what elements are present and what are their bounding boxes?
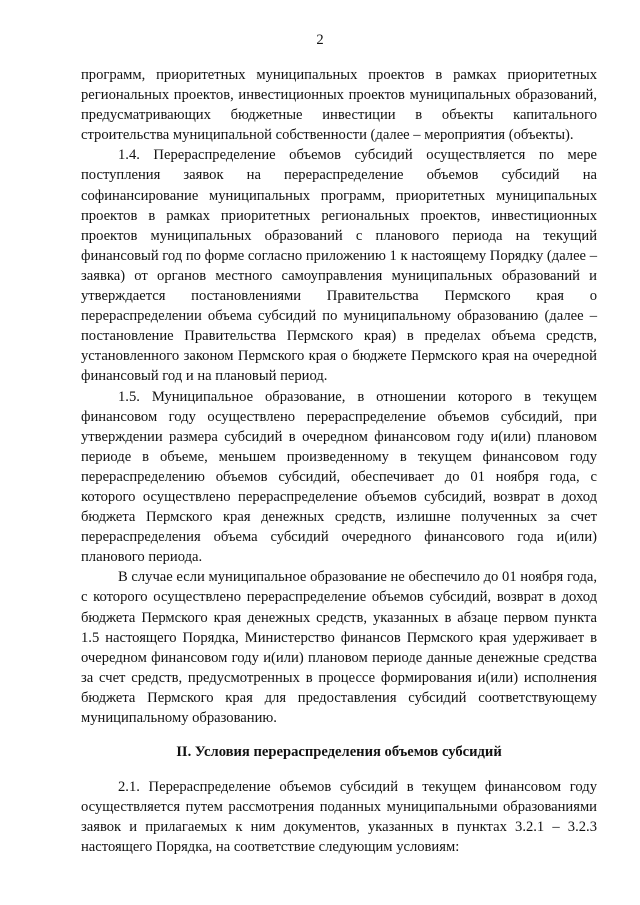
paragraph-continuation: программ, приоритетных муниципальных проектов в рамках приоритетных региональных проектов, инвестиционных проектов муниципальных образований, предусматривающих бюджетные инвестиции в объекты капитального строительства муниципальной собственности (далее – мероприятия (объекты). <box>81 67 597 144</box>
paragraph-1-5-second: В случае если муниципальное образование не обеспечило до 01 ноября года, с которого осуществлено перераспределение объемов субсидий, возврат в доход бюджета Пермского края денежных средств, указанных в абзаце первом пункта 1.5 настоящего Порядка, Министерство финансов Пермского края удерживает в очередном финансовом году и(или) плановом периоде данные денежные средства за счет средств, предусмотренных в процессе формирования и(или) исполнения бюджета Пермского края для предоставления субсидий соответствующему муниципальному образованию. <box>81 569 597 726</box>
document-body <box>81 65 597 857</box>
paragraph-1-5: 1.5. Муниципальное образование, в отношении которого в текущем финансовом году осуществлено перераспределение объемов субсидий, при утверждении размера субсидий в очередном финансовом году и(или) плановом периоде в объеме, меньшем произведенному в текущем финансовом году перераспределению объемов субсидий, обеспечивает до 01 ноября года, с которого осуществлено перераспределение объемов субсидий, возврат в доход бюджета Пермского края денежных средств, излишне полученных за счет перераспределения объема субсидий очередного финансового года и(или) планового периода. <box>81 388 597 566</box>
page-number: 2 <box>316 32 324 48</box>
section-heading: II. Условия перераспределения объемов субсидий <box>176 744 502 761</box>
paragraph-2-1: 2.1. Перераспределение объемов субсидий в текущем финансовом году осуществляется путем рассмотрения поданных муниципальными образованиями заявок и прилагаемых к ним документов, указанных в пунктах 3.2.1 – 3.2.3 настоящего Порядка, на соответствие следующим условиям: <box>81 779 597 856</box>
paragraph-1-4: 1.4. Перераспределение объемов субсидий осуществляется по мере поступления заявок на перераспределение объемов субсидий на софинансирование муниципальных программ, приоритетных муниципальных проектов в рамках приоритетных региональных проектов, инвестиционных проектов муниципальных образований с планового периода на текущий финансовый год по форме согласно приложению 1 к настоящему Порядку (далее – заявка) от органов местного самоуправления муниципальных образований и утверждается постановлениями Правительства Пермского края о перераспределении объема субсидий по муниципальному образованию (далее – постановление Правительства Пермского края) в пределах объема средств, установленного законом Пермского края о бюджете Пермского края на очередной финансовый год и на плановый период. <box>81 147 597 385</box>
